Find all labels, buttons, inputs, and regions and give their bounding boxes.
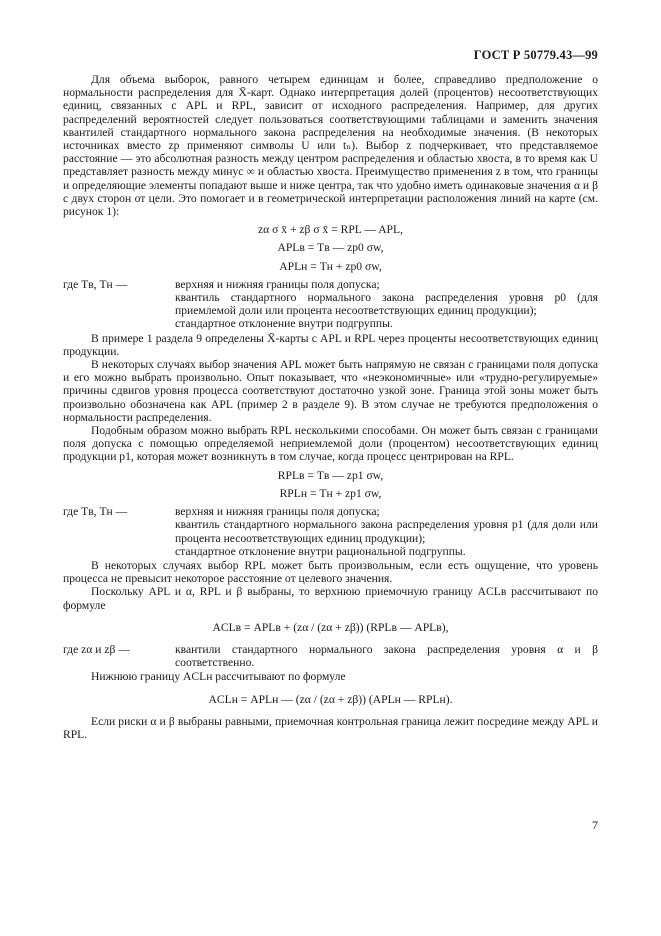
- definition-where-3: где zα и zβ —: [63, 642, 130, 656]
- paragraph-4: Подобным образом можно выбрать RPL несколькими способами. Он может быть связан с границами поля допуска с помощью определяемой неприемлемой доли (процентом) несоответствующих единиц продукции p1, которая может возникнуть в том случае, когда процесс центрирован на RPL.: [63, 424, 598, 464]
- formula-rpl-lower: RPLн = Tн + zp1 σw,: [279, 486, 382, 500]
- definition-quantile: квантиль стандартного нормального закона распределения уровня p0 (для приемлемой доли или процента несоответствующих единиц продукции);: [175, 291, 598, 318]
- definitions-2: [63, 505, 598, 558]
- formula-acl-lower: ACLн = APLн — (zα / (zα + zβ)) (APLн — RPLн).: [208, 692, 453, 706]
- definition-sigma: стандартное отклонение внутри подгруппы.: [175, 317, 393, 331]
- formula-apl-lower: APLн = Tн + zp0 σw,: [279, 259, 382, 273]
- definition-where-2: где Tв, Tн —: [63, 505, 128, 519]
- paragraph-2: В примере 1 раздела 9 определены X̄-карты с APL и RPL через проценты несоответствующих единиц продукции.: [63, 331, 598, 358]
- definition-quantile-2: квантиль стандартного нормального закона распределения уровня p1 (для доли или процента несоответствующих единиц продукции);: [175, 518, 598, 545]
- formula-distance: zα σ x̄ + zβ σ x̄ = RPL — APL,: [257, 223, 403, 237]
- definition-where: где Tв, Tн —: [63, 277, 128, 291]
- formula-block-1: [63, 223, 598, 273]
- definition-sigma-2: стандартное отклонение внутри рациональной подгруппы.: [175, 544, 466, 558]
- paragraph-8: Если риски α и β выбраны равными, приемочная контрольная граница лежит посредине между APL и RPL.: [63, 714, 598, 741]
- formula-rpl-upper: RPLв = Tв — zp1 σw,: [277, 468, 384, 482]
- page-number: 7: [592, 818, 598, 832]
- formula-apl-upper: APLв = Tв — zp0 σw,: [277, 241, 384, 255]
- definitions-3: [63, 643, 598, 669]
- definition-limits-2: верхняя и нижняя границы поля допуска;: [175, 505, 380, 519]
- formula-block-2: [63, 469, 598, 500]
- definition-limits: верхняя и нижняя границы поля допуска;: [175, 277, 380, 291]
- paragraph-1: Для объема выборок, равного четырем единицам и более, справедливо предположение о нормальности распределения для X̄-карт. Однако интерпретация долей (процентов) несоответствующих единиц, связанных с APL и RPL, зависит от исходного распределения. Например, для других распределений вероятностей следует пользоваться соответствующими таблицами и заменить значения квантилей стандартного нормального закона распределения на необходимые значения. (В некоторых источниках вместо zp применяют символы U или tₙ). Выбор z подчеркивает, что представляемое расстояние — это абсолютная разность между центром распределения и областью хвоста, в то время как U представляет разность между минус ∞ и областью хвоста. Преимущество применения z в том, что границы и определяющие элементы попадают выше и ниже центра, так что удобно иметь одинаковые значения α и β с двух сторон от цели. Это помогает и в геометрической интерпретации расположения линий на карте (см. рисунок 1):: [63, 73, 598, 219]
- definition-quantiles: квантили стандартного нормального закона распределения уровня α и β соответственно.: [175, 642, 598, 670]
- page-header: ГОСТ Р 50779.43—99: [473, 48, 598, 62]
- paragraph-7: Нижнюю границу ACLн рассчитывают по формуле: [91, 670, 346, 684]
- page-body: [63, 73, 598, 741]
- formula-acl-upper: ACLв = APLв + (zα / (zα + zβ)) (RPLв — APLв),: [212, 620, 449, 634]
- paragraph-5: В некоторых случаях выбор RPL может быть произвольным, если есть ощущение, что уровень процесса не превысит некоторое расстояние от целевого значения.: [63, 558, 598, 586]
- paragraph-6: Поскольку APL и α, RPL и β выбраны, то верхнюю приемочную границу ACLв рассчитывают по формуле: [63, 585, 598, 612]
- definitions-1: [63, 278, 598, 331]
- paragraph-3: В некоторых случаях выбор значения APL может быть напрямую не связан с границами поля допуска и его можно выбрать произвольно. Опыт показывает, что «неэкономичные» или «трудно-регулируемые» причины сдвигов уровня процесса соответствуют достаточно узкой зоне. Граница этой зоны может быть произвольно обозначена как APL (пример 2 в разделе 9). В этом случае не требуются предположения о нормальности распределения.: [63, 358, 598, 424]
